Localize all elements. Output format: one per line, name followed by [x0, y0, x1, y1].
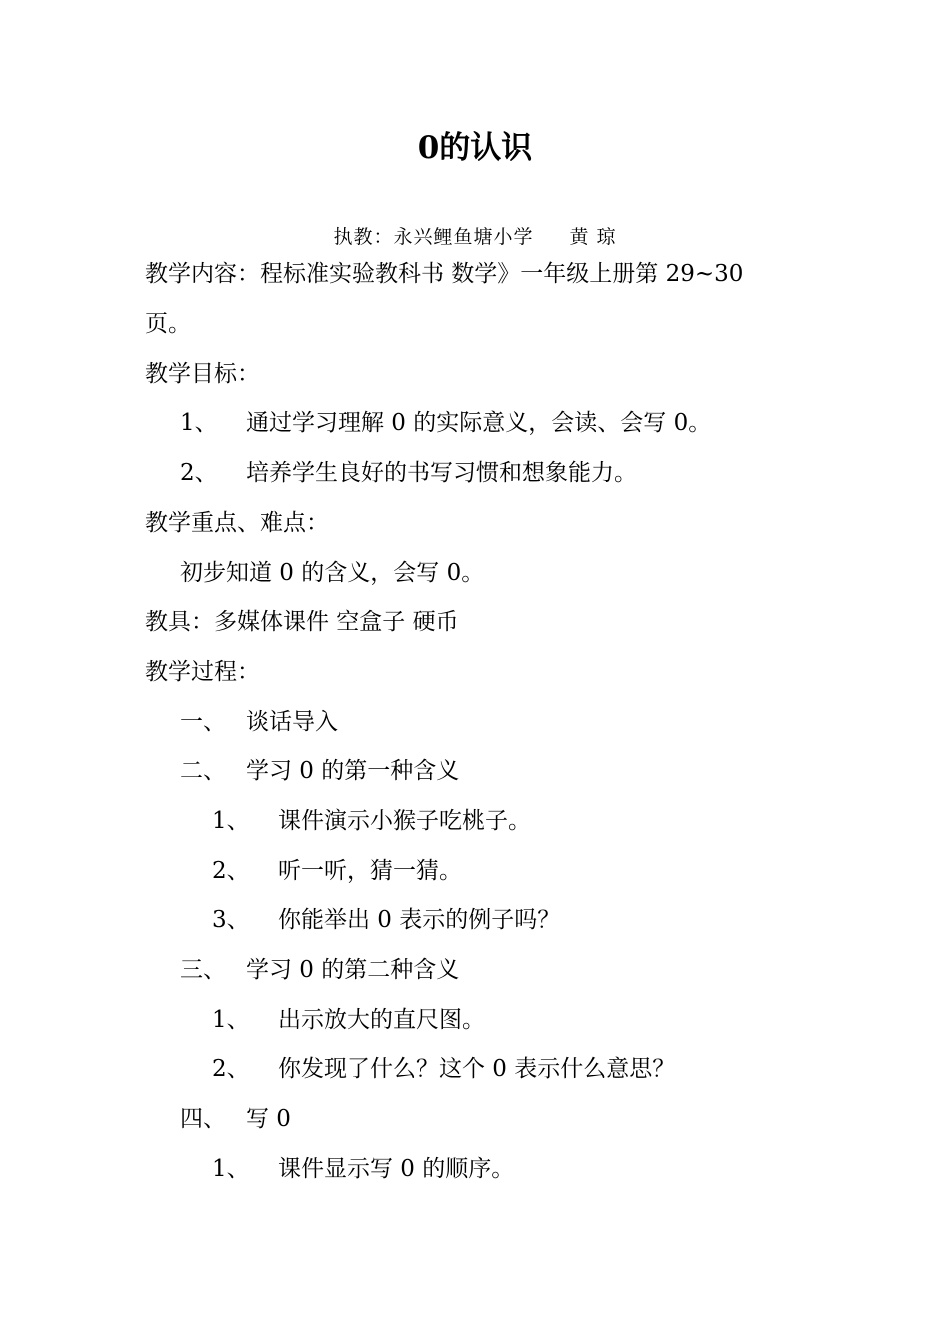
subitem-text: 课件演示小猴子吃桃子。 [278, 808, 531, 834]
page-title: 0的认识 [417, 130, 533, 166]
process-subitem [212, 1154, 830, 1184]
key-points-heading: 教学重点、难点： [145, 510, 329, 536]
content-line-1: 教学内容：程标准实验教科书 数学》一年级上册第 29~30 [145, 261, 744, 287]
section-number: 二、 [180, 758, 226, 784]
subitem-number: 1、 [212, 1007, 250, 1033]
process-section-2 [180, 756, 830, 786]
process-subitem [212, 856, 830, 886]
process-heading: 教学过程： [145, 659, 260, 685]
section-number: 四、 [180, 1106, 226, 1132]
section-text: 写 0 [246, 1106, 291, 1132]
content-line-2: 页。 [145, 311, 191, 337]
subitem-number: 1、 [212, 1156, 250, 1182]
subitem-text: 你能举出 0 表示的例子吗？ [278, 907, 561, 933]
goal-item-1 [180, 408, 830, 438]
author-name: 黄 琼 [569, 226, 617, 248]
process-subitem [212, 1005, 830, 1035]
goal-item-number: 2、 [180, 460, 218, 486]
process-section-3 [180, 955, 830, 985]
process-section-1 [180, 707, 830, 737]
subitem-number: 2、 [212, 858, 250, 884]
goal-item-text: 培养学生良好的书写习惯和想象能力。 [246, 460, 637, 486]
section-number: 一、 [180, 709, 226, 735]
section-text: 学习 0 的第二种含义 [246, 957, 460, 983]
author-line [0, 223, 950, 251]
process-subitem [212, 1054, 830, 1084]
section-text: 谈话导入 [246, 709, 338, 735]
key-points-text: 初步知道 0 的含义，会写 0。 [180, 560, 485, 586]
goal-item-number: 1、 [180, 410, 218, 436]
process-subitem [212, 806, 830, 836]
subitem-number: 1、 [212, 808, 250, 834]
subitem-text: 课件显示写 0 的顺序。 [278, 1156, 515, 1182]
subitem-number: 2、 [212, 1056, 250, 1082]
section-text: 学习 0 的第一种含义 [246, 758, 460, 784]
goal-item-2 [180, 458, 830, 488]
subitem-text: 你发现了什么？这个 0 表示什么意思？ [278, 1056, 676, 1082]
goal-item-text: 通过学习理解 0 的实际意义，会读、会写 0。 [246, 410, 712, 436]
tools-line: 教具：多媒体课件 空盒子 硬币 [145, 609, 459, 635]
subitem-number: 3、 [212, 907, 250, 933]
section-number: 三、 [180, 957, 226, 983]
subitem-text: 听一听，猜一猜。 [278, 858, 462, 884]
process-subitem [212, 905, 830, 935]
author-label: 执教：永兴鲤鱼塘小学 [333, 226, 534, 248]
subitem-text: 出示放大的直尺图。 [278, 1007, 485, 1033]
goals-heading: 教学目标： [145, 361, 260, 387]
process-section-4 [180, 1104, 830, 1134]
